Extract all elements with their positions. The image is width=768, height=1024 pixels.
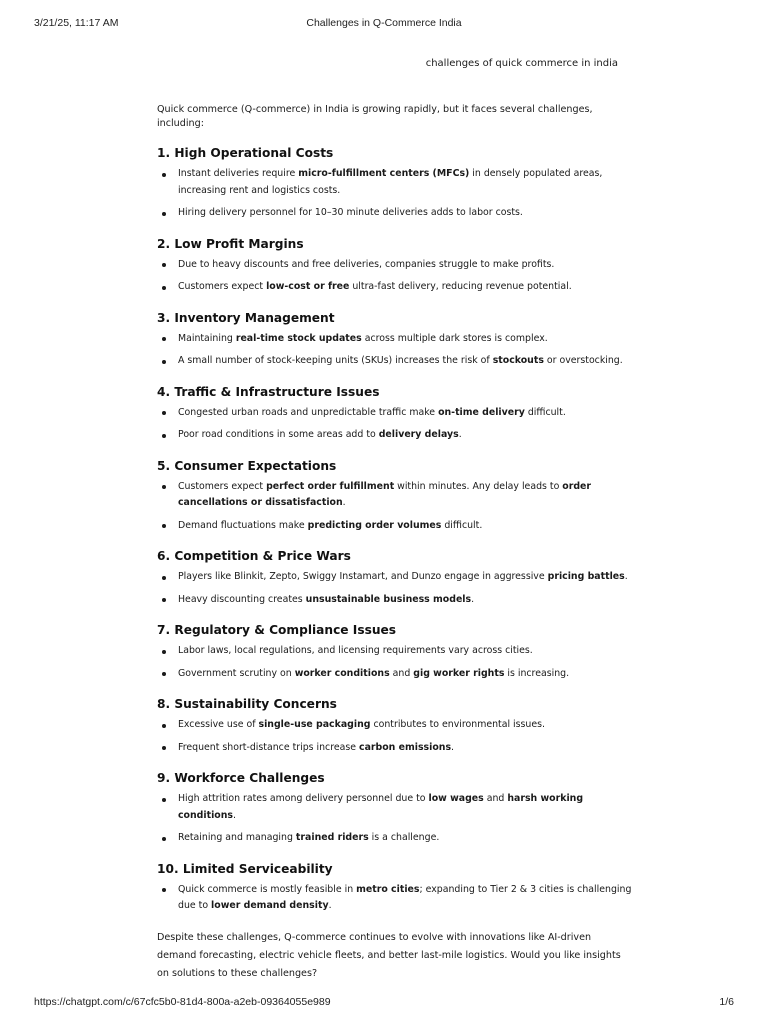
bold-text: single-use packaging bbox=[258, 719, 371, 730]
text-run: contributes to environmental issues. bbox=[370, 719, 546, 730]
section-heading: 1. High Operational Costs bbox=[157, 146, 334, 160]
text-run: . bbox=[342, 497, 346, 508]
bullet-item bbox=[157, 518, 632, 535]
bold-text: real-time stock updates bbox=[235, 332, 362, 344]
closing-paragraph: Despite these challenges, Q-commerce continues to evolve with innovations like AI-driven demand forecasting, electric vehicle fleets, and better last-mile logistics. Would you like insights on solutions to these challenges? bbox=[157, 931, 621, 979]
bullet-item bbox=[157, 569, 632, 586]
challenge-section bbox=[157, 622, 632, 682]
text-run: Maintaining bbox=[178, 332, 236, 344]
bullet-item bbox=[157, 882, 632, 915]
challenge-section bbox=[157, 310, 632, 370]
section-heading: 10. Limited Serviceability bbox=[157, 861, 333, 876]
text-run: . bbox=[451, 741, 455, 753]
intro-paragraph: Quick commerce (Q-commerce) in India is growing rapidly, but it faces several challenges, including: bbox=[157, 104, 593, 129]
text-run: difficult. bbox=[524, 406, 566, 418]
section-heading: 9. Workforce Challenges bbox=[157, 771, 325, 785]
bold-text: worker conditions bbox=[294, 667, 390, 679]
bold-text: perfect order fulfillment bbox=[266, 480, 395, 492]
bold-text: low wages bbox=[428, 793, 484, 804]
bullet-item bbox=[157, 279, 632, 296]
bold-text: order cancellations or dissatisfaction bbox=[178, 480, 592, 508]
bullet-item bbox=[157, 666, 632, 683]
bullet-item bbox=[157, 791, 632, 824]
section-heading: 2. Low Profit Margins bbox=[157, 236, 304, 251]
bold-text: predicting order volumes bbox=[307, 519, 442, 531]
challenge-sections bbox=[157, 145, 632, 915]
user-prompt-message: challenges of quick commerce in india bbox=[425, 58, 618, 69]
text-run: Players like Blinkit, Zepto, Swiggy Instamart, and Dunzo engage in aggressive bbox=[178, 571, 548, 582]
bullet-list bbox=[157, 717, 632, 756]
section-heading: 6. Competition & Price Wars bbox=[157, 549, 351, 563]
print-page-title: Challenges in Q-Commerce India bbox=[306, 17, 462, 29]
bullet-item bbox=[157, 205, 632, 222]
section-heading: 3. Inventory Management bbox=[157, 310, 335, 325]
challenge-section bbox=[157, 861, 632, 915]
text-run: Due to heavy discounts and free deliveries, companies struggle to make profits. bbox=[178, 258, 555, 270]
bold-text: delivery delays bbox=[378, 429, 459, 440]
challenge-section bbox=[157, 145, 632, 222]
text-run: . bbox=[233, 809, 236, 821]
text-run: Congested urban roads and unpredictable traffic make bbox=[178, 406, 439, 418]
text-run: . bbox=[471, 593, 475, 605]
text-run: Retaining and managing bbox=[178, 832, 296, 843]
bullet-list bbox=[157, 791, 632, 847]
challenge-section bbox=[157, 548, 632, 608]
text-run: . bbox=[458, 429, 462, 440]
bullet-list bbox=[157, 569, 632, 608]
text-run: Instant deliveries require bbox=[178, 168, 299, 179]
bold-text: on-time delivery bbox=[438, 406, 525, 418]
bold-text: metro cities bbox=[356, 883, 420, 895]
text-run: in densely populated areas, increasing rent and logistics costs. bbox=[178, 168, 603, 196]
text-run: . bbox=[328, 900, 332, 911]
bold-text: lower demand density bbox=[211, 900, 329, 911]
bullet-item bbox=[157, 479, 632, 512]
challenge-section bbox=[157, 696, 632, 756]
bullet-list bbox=[157, 882, 632, 915]
text-run: is increasing. bbox=[504, 667, 570, 679]
text-run: A small number of stock-keeping units (SKUs) increases the risk of bbox=[178, 355, 493, 366]
text-run: ultra-fast delivery, reducing revenue potential. bbox=[349, 281, 572, 292]
bold-text: unsustainable business models bbox=[305, 593, 472, 605]
challenge-section bbox=[157, 236, 632, 296]
bullet-item bbox=[157, 643, 632, 660]
print-footer bbox=[34, 996, 734, 1010]
text-run: ; expanding to Tier 2 & 3 cities is challenging due to bbox=[178, 883, 632, 911]
text-run: High attrition rates among delivery personnel due to bbox=[178, 793, 429, 804]
challenge-section bbox=[157, 770, 632, 847]
bullet-item bbox=[157, 717, 632, 734]
bold-text: carbon emissions bbox=[359, 741, 452, 753]
bullet-item bbox=[157, 166, 632, 199]
bold-text: micro-fulfillment centers (MFCs) bbox=[298, 168, 470, 179]
bold-text: pricing battles bbox=[547, 571, 625, 582]
section-heading: 8. Sustainability Concerns bbox=[157, 697, 337, 711]
bullet-item bbox=[157, 427, 632, 444]
bullet-item bbox=[157, 592, 632, 609]
text-run: is a challenge. bbox=[368, 832, 440, 843]
print-datetime: 3/21/25, 11:17 AM bbox=[34, 17, 119, 29]
bullet-item bbox=[157, 331, 632, 348]
bold-text: trained riders bbox=[295, 832, 369, 843]
section-heading: 7. Regulatory & Compliance Issues bbox=[157, 623, 397, 637]
bullet-item bbox=[157, 740, 632, 757]
section-heading: 4. Traffic & Infrastructure Issues bbox=[157, 384, 380, 399]
section-heading: 5. Consumer Expectations bbox=[157, 458, 337, 473]
bold-text: harsh working conditions bbox=[178, 793, 584, 821]
text-run: Excessive use of bbox=[178, 719, 259, 730]
bullet-item bbox=[157, 830, 632, 847]
text-run: Government scrutiny on bbox=[178, 667, 295, 679]
text-run: Poor road conditions in some areas add to bbox=[178, 429, 379, 440]
bullet-item bbox=[157, 405, 632, 422]
text-run: . bbox=[624, 571, 628, 582]
bullet-list bbox=[157, 405, 632, 444]
text-run: Frequent short-distance trips increase bbox=[178, 741, 360, 753]
bullet-item bbox=[157, 257, 632, 274]
text-run: within minutes. Any delay leads to bbox=[394, 480, 563, 492]
text-run: Labor laws, local regulations, and licensing requirements vary across cities. bbox=[178, 645, 533, 656]
challenge-section bbox=[157, 458, 632, 535]
print-header bbox=[34, 17, 734, 31]
text-run: and bbox=[483, 793, 508, 804]
challenge-section bbox=[157, 384, 632, 444]
page-number: 1/6 bbox=[719, 996, 734, 1008]
text-run: Customers expect bbox=[178, 480, 267, 492]
bullet-list bbox=[157, 479, 632, 535]
text-run: Customers expect bbox=[178, 281, 267, 292]
bullet-list bbox=[157, 166, 632, 222]
bold-text: low-cost or free bbox=[266, 281, 350, 292]
bold-text: stockouts bbox=[492, 355, 544, 366]
text-run: Quick commerce is mostly feasible in bbox=[178, 883, 357, 895]
bullet-list bbox=[157, 257, 632, 296]
bullet-item bbox=[157, 353, 632, 370]
bullet-list bbox=[157, 331, 632, 370]
text-run: across multiple dark stores is complex. bbox=[361, 332, 548, 344]
text-run: Hiring delivery personnel for 10–30 minute deliveries adds to labor costs. bbox=[178, 207, 523, 218]
text-run: Demand fluctuations make bbox=[178, 519, 308, 531]
bold-text: gig worker rights bbox=[413, 667, 505, 679]
text-run: Heavy discounting creates bbox=[178, 593, 306, 605]
text-run: or overstocking. bbox=[543, 355, 623, 366]
text-run: difficult. bbox=[441, 519, 483, 531]
assistant-response bbox=[157, 103, 632, 983]
text-run: and bbox=[389, 667, 414, 679]
print-url: https://chatgpt.com/c/67cfc5b0-81d4-800a-a2eb-09364055e989 bbox=[34, 996, 331, 1008]
bullet-list bbox=[157, 643, 632, 682]
